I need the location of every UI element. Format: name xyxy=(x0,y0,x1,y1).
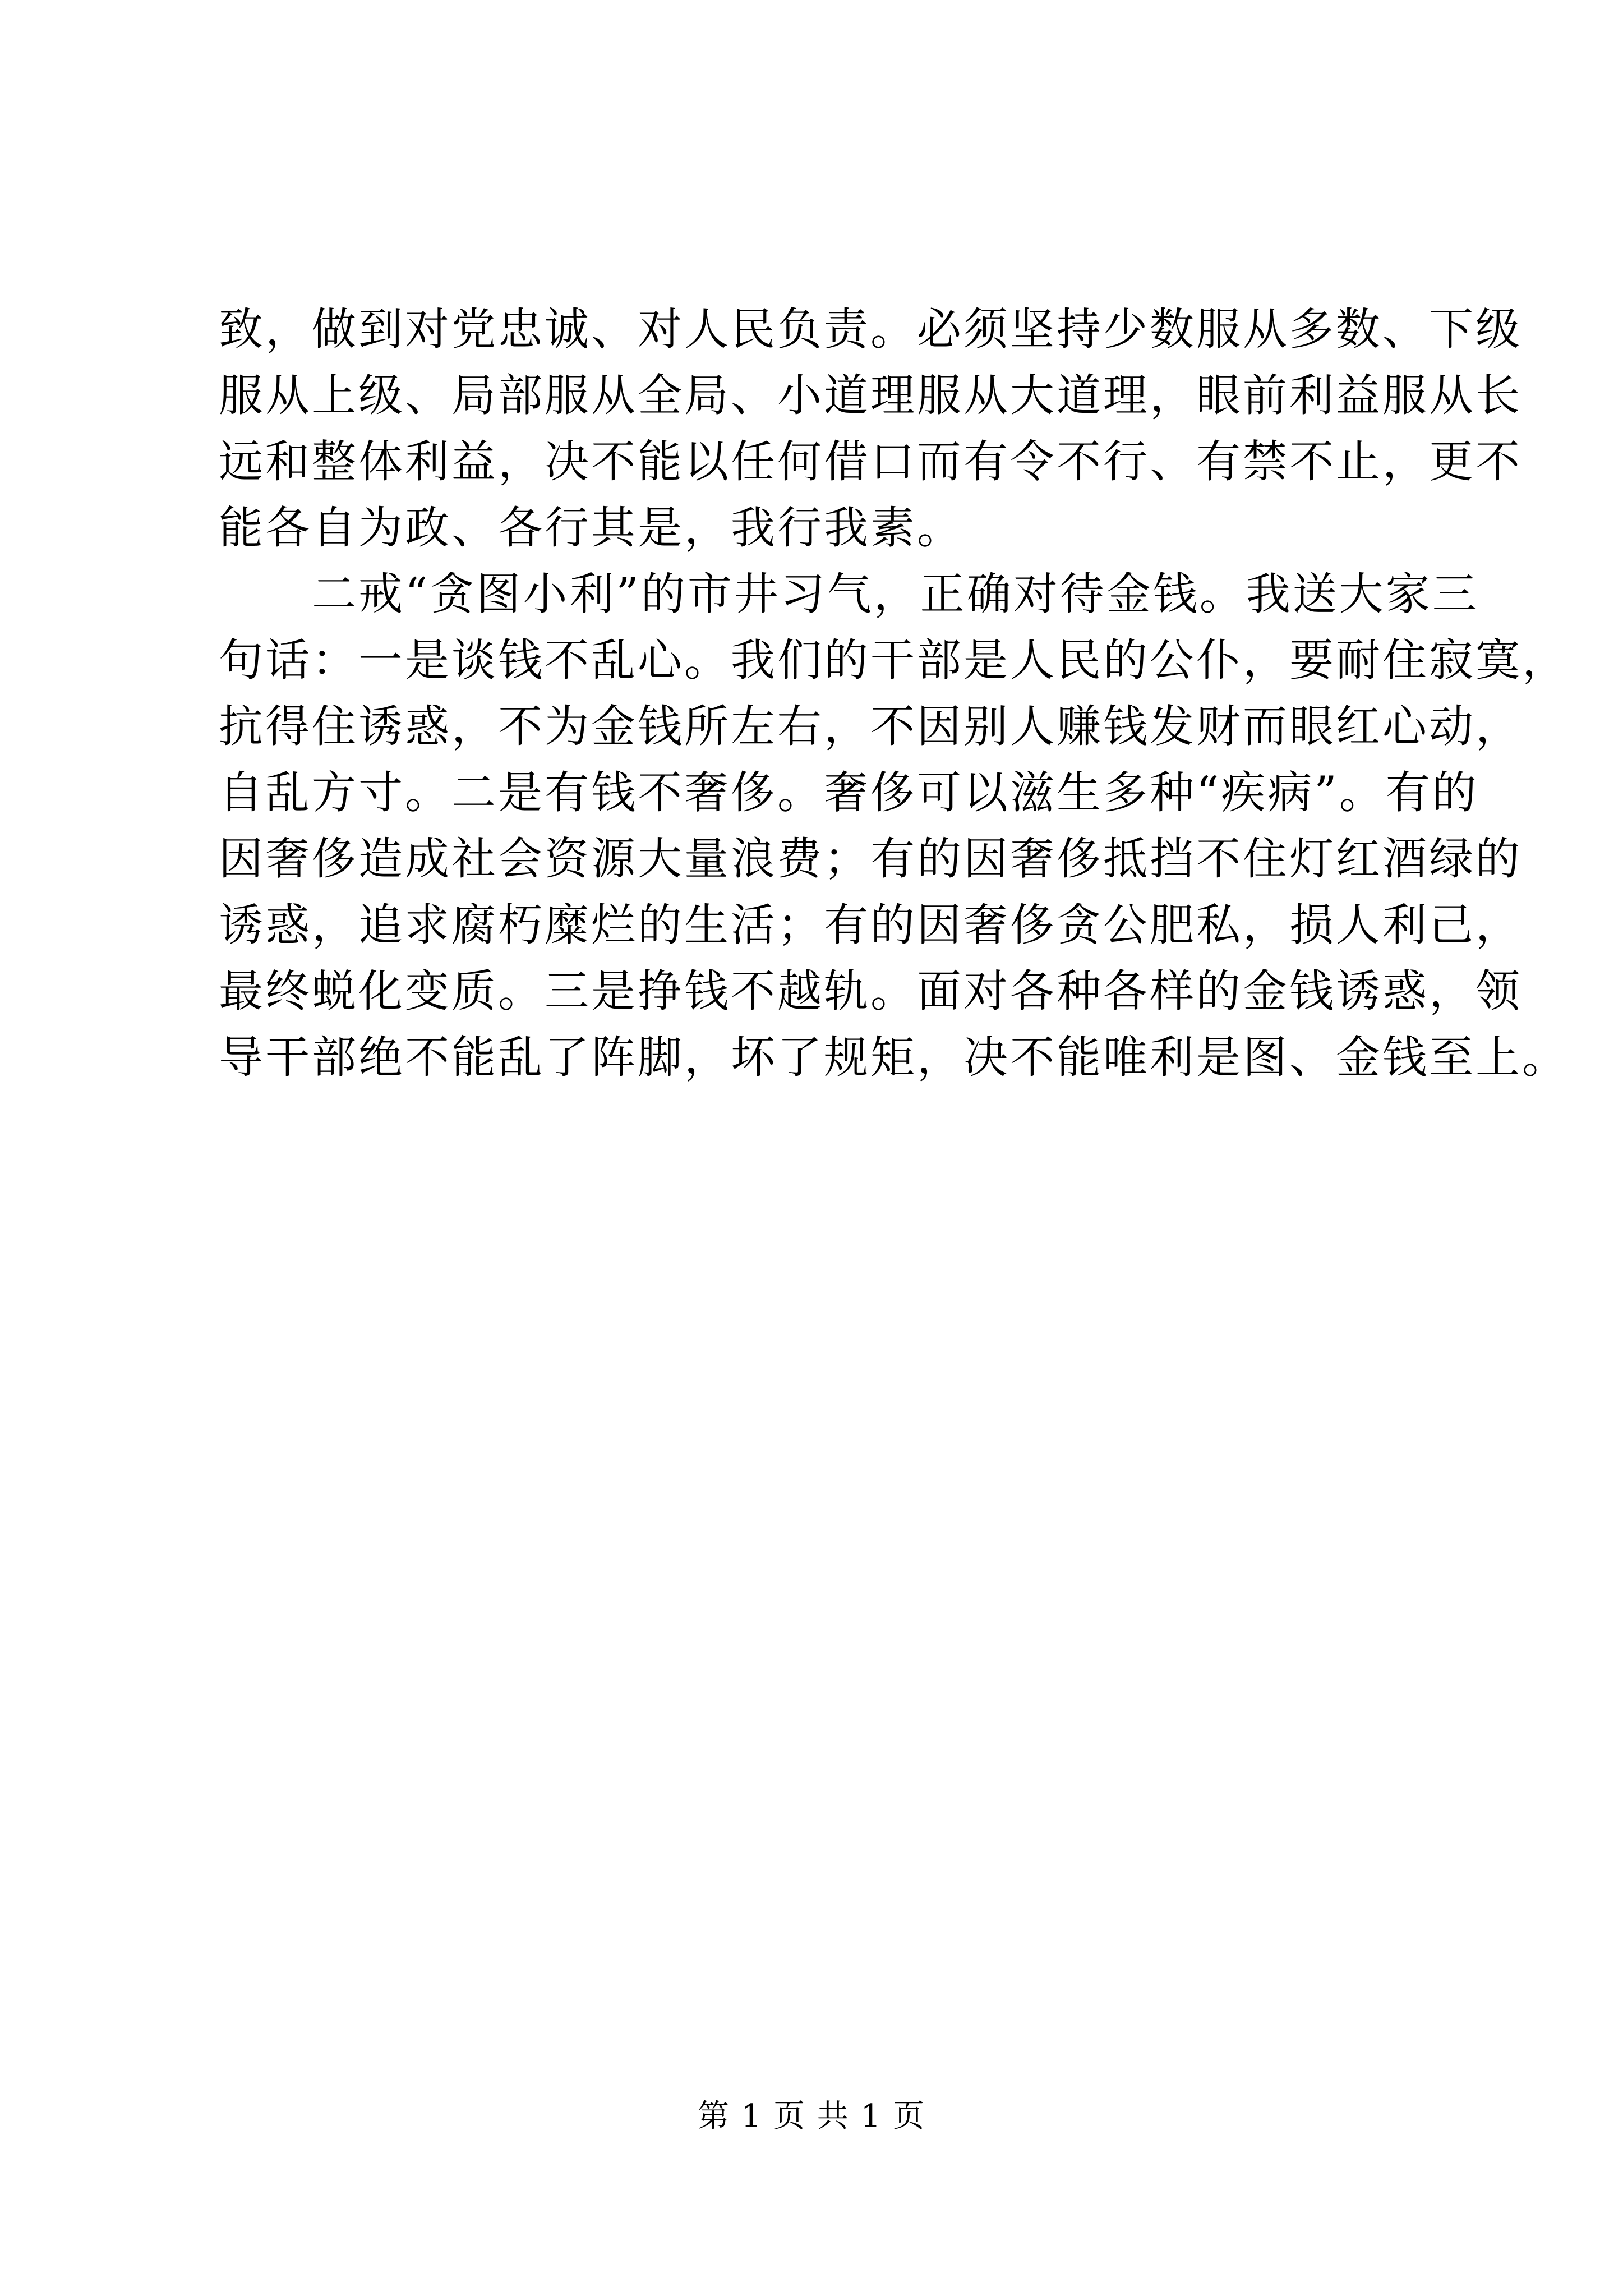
text-line: 自乱方寸。二是有钱不奢侈。奢侈可以滋生多种“疾病”。有的 xyxy=(219,767,1479,818)
text-line: 抗得住诱惑，不为金钱所左右，不因别人赚钱发财而眼红心动， xyxy=(219,701,1522,752)
paragraph-1 xyxy=(219,296,1522,561)
paragraph-2 xyxy=(219,561,1569,1091)
text-line: 诱惑，追求腐朽糜烂的生活；有的因奢侈贪公肥私，损人利己， xyxy=(219,899,1522,951)
text-line: 二戒“贪图小利”的市井习气，正确对待金钱。我送大家三 xyxy=(219,568,1479,620)
text-line: 因奢侈造成社会资源大量浪费；有的因奢侈抵挡不住灯红酒绿的 xyxy=(219,833,1522,885)
text-line: 服从上级、局部服从全局、小道理服从大道理，眼前利益服从长 xyxy=(219,370,1522,421)
text-line: 导干部绝不能乱了阵脚，坏了规矩，决不能唯利是图、金钱至上。 xyxy=(219,1032,1569,1083)
text-line: 能各自为政、各行其是，我行我素。 xyxy=(219,502,963,554)
text-line: 最终蜕化变质。三是挣钱不越轨。面对各种各样的金钱诱惑，领 xyxy=(219,965,1522,1017)
body-text xyxy=(219,296,1569,1091)
text-line: 远和整体利益，决不能以任何借口而有令不行、有禁不止，更不 xyxy=(219,436,1522,487)
text-line: 句话：一是谈钱不乱心。我们的干部是人民的公仆，要耐住寂寞， xyxy=(219,634,1569,686)
text-line: 致，做到对党忠诚、对人民负责。必须坚持少数服从多数、下级 xyxy=(219,303,1522,355)
page-footer: 第 1 页 共 1 页 xyxy=(697,2098,926,2134)
